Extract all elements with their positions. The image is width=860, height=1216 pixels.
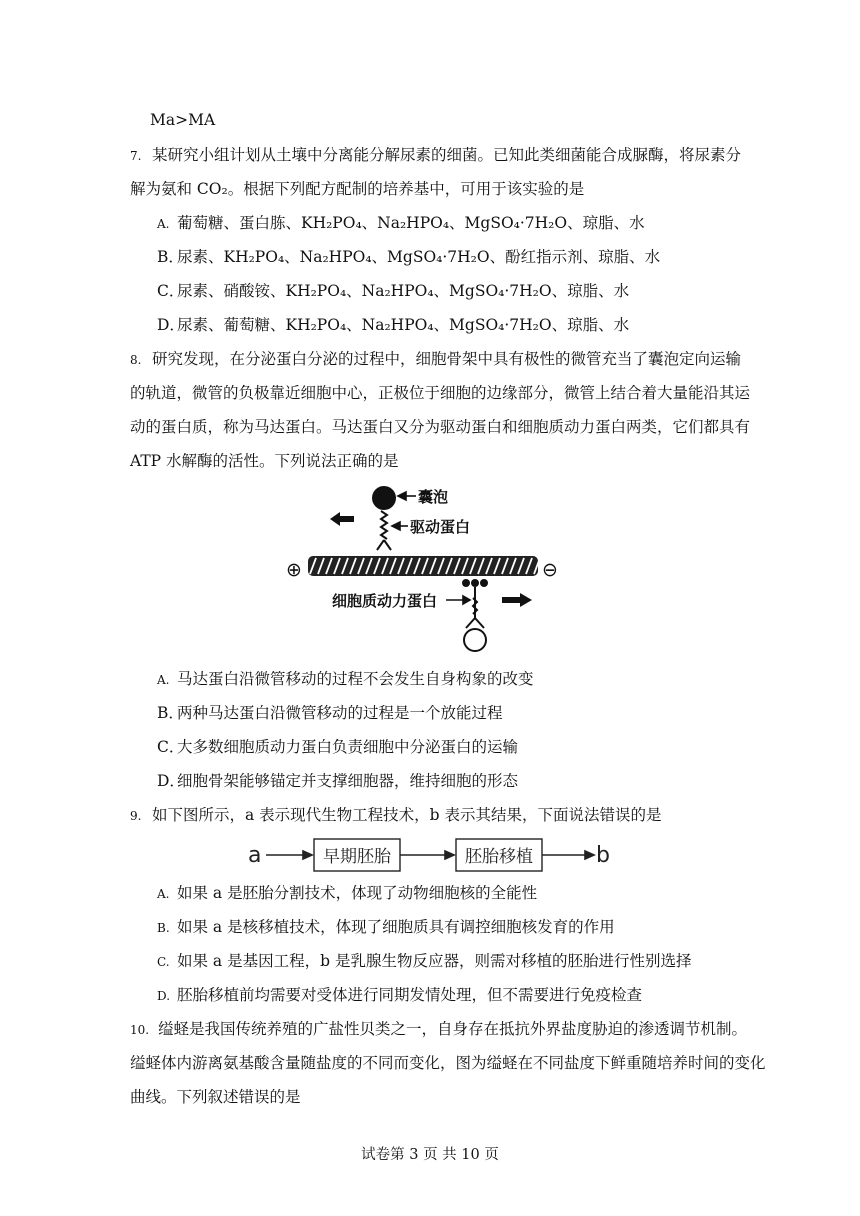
q9-number: 9. — [130, 809, 142, 823]
q8-stem-line-1 — [130, 348, 741, 371]
flow-arrow-1 — [266, 851, 312, 859]
vesicle-shape — [372, 486, 396, 510]
option-text: 两种马达蛋白沿微管移动的过程是一个放能过程 — [177, 704, 503, 722]
motor-protein-figure — [280, 478, 580, 656]
leftward-arrow — [330, 512, 354, 526]
kinesin-stalk — [377, 511, 391, 550]
q10-stem-line-1 — [130, 1018, 747, 1041]
option-text: 大多数细胞质动力蛋白负责细胞中分泌蛋白的运输 — [177, 738, 519, 756]
q7-option-b — [157, 246, 660, 268]
option-text: 如果 a 是胚胎分割技术，体现了动物细胞核的全能性 — [177, 884, 538, 902]
vesicle-label: 囊泡 — [418, 488, 449, 506]
vesicle-label-arrow — [398, 492, 416, 500]
option-key: D． — [157, 772, 185, 790]
q8-stem-text-1: 研究发现，在分泌蛋白分泌的过程中，细胞骨架中具有极性的微管充当了囊泡定向运输 — [152, 350, 742, 368]
option-text: 胚胎移植前均需要对受体进行同期发情处理，但不需要进行免疫检查 — [177, 986, 643, 1004]
option-key: A. — [157, 887, 170, 901]
page-footer: 试卷第 3 页 共 10 页 — [361, 1147, 499, 1163]
q10-number: 10. — [130, 1023, 150, 1037]
option-key: D． — [157, 316, 185, 334]
option-key: B． — [157, 248, 184, 266]
flow-arrow-2 — [400, 851, 454, 859]
q9-option-d — [157, 984, 642, 1007]
option-text: 如果 a 是基因工程，b 是乳腺生物反应器，则需对移植的胚胎进行性别选择 — [177, 952, 692, 970]
q10-stem-line-3: 曲线。下列叙述错误的是 — [130, 1088, 301, 1106]
q9-option-c — [157, 950, 691, 973]
option-text: 葡萄糖、蛋白胨、KH₂PO₄、Na₂HPO₄、MgSO₄·7H₂O、琼脂、水 — [177, 214, 645, 232]
option-key: A. — [157, 217, 170, 231]
q9-stem-line-1 — [130, 804, 662, 827]
option-text: 尿素、KH₂PO₄、Na₂HPO₄、MgSO₄·7H₂O、酚红指示剂、琼脂、水 — [177, 248, 661, 266]
dynein-label-arrow — [446, 596, 470, 604]
q7-option-a — [157, 212, 645, 235]
q9-option-b — [157, 916, 615, 939]
option-key: A. — [157, 673, 170, 687]
q7-number: 7. — [130, 149, 142, 163]
q8-stem-line-2: 的轨道，微管的负极靠近细胞中心，正极位于细胞的边缘部分，微管上结合着大量能沿其运 — [130, 384, 751, 402]
option-text: 如果 a 是核移植技术，体现了细胞质具有调控细胞核发育的作用 — [177, 918, 615, 936]
q7-option-d — [157, 314, 629, 336]
option-text: 尿素、硝酸铵、KH₂PO₄、Na₂HPO₄、MgSO₄·7H₂O、琼脂、水 — [177, 282, 630, 300]
option-text: 尿素、葡萄糖、KH₂PO₄、Na₂HPO₄、MgSO₄·7H₂O、琼脂、水 — [177, 316, 630, 334]
flow-start-label: a — [248, 843, 262, 868]
previous-answer-fragment: Ma>MA — [150, 111, 216, 129]
q7-stem-line-2: 解为氨和 CO₂。根据下列配方配制的培养基中，可用于该实验的是 — [130, 180, 585, 198]
flow-end-label: b — [596, 843, 610, 868]
flow-box-2-label: 胚胎移植 — [465, 847, 533, 867]
dynein-stalk — [466, 587, 484, 628]
q7-option-c — [157, 280, 629, 302]
flow-box-1-label: 早期胚胎 — [323, 847, 391, 867]
q7-stem-text-1: 某研究小组计划从土壤中分离能分解尿素的细菌。已知此类细菌能合成脲酶，将尿素分 — [152, 146, 742, 164]
kinesin-label-arrow — [392, 522, 408, 530]
option-key: C． — [157, 282, 185, 300]
option-key: C． — [157, 738, 185, 756]
embryo-flow-diagram — [240, 834, 620, 878]
option-key: D. — [157, 989, 171, 1003]
q7-stem-line-1 — [130, 144, 741, 167]
option-text: 细胞骨架能够锚定并支撑细胞器，维持细胞的形态 — [177, 772, 519, 790]
option-key: B. — [157, 921, 170, 935]
q8-option-c — [157, 736, 518, 758]
q10-stem-line-2: 缢蛏体内游离氨基酸含量随盐度的不同而变化，图为缢蛏在不同盐度下鲜重随培养时间的变化 — [130, 1054, 766, 1072]
bottom-vesicle-shape — [464, 629, 486, 651]
flow-arrow-3 — [542, 851, 594, 859]
plus-end-sign: ⊕ — [286, 559, 302, 581]
option-key: C. — [157, 955, 170, 969]
q10-stem-text-1: 缢蛏是我国传统养殖的广盐性贝类之一，自身存在抵抗外界盐度胁迫的渗透调节机制。 — [158, 1020, 748, 1038]
option-key: B． — [157, 704, 184, 722]
q8-option-d — [157, 770, 518, 792]
q9-option-a — [157, 882, 537, 905]
q8-stem-line-4: ATP 水解酶的活性。下列说法正确的是 — [130, 452, 399, 470]
q8-option-a — [157, 668, 534, 691]
q8-number: 8. — [130, 353, 142, 367]
dynein-heads — [462, 579, 488, 587]
option-text: 马达蛋白沿微管移动的过程不会发生自身构象的改变 — [177, 670, 534, 688]
kinesin-label: 驱动蛋白 — [410, 518, 471, 536]
q8-stem-line-3: 动的蛋白质，称为马达蛋白。马达蛋白又分为驱动蛋白和细胞质动力蛋白两类，它们都具有 — [130, 418, 751, 436]
microtubule — [308, 556, 540, 576]
q9-stem-text-1: 如下图所示，a 表示现代生物工程技术，b 表示其结果，下面说法错误的是 — [152, 806, 662, 824]
rightward-arrow — [502, 593, 532, 607]
minus-end-sign: ⊖ — [542, 559, 558, 581]
q8-option-b — [157, 702, 503, 724]
dynein-label: 细胞质动力蛋白 — [332, 592, 438, 610]
